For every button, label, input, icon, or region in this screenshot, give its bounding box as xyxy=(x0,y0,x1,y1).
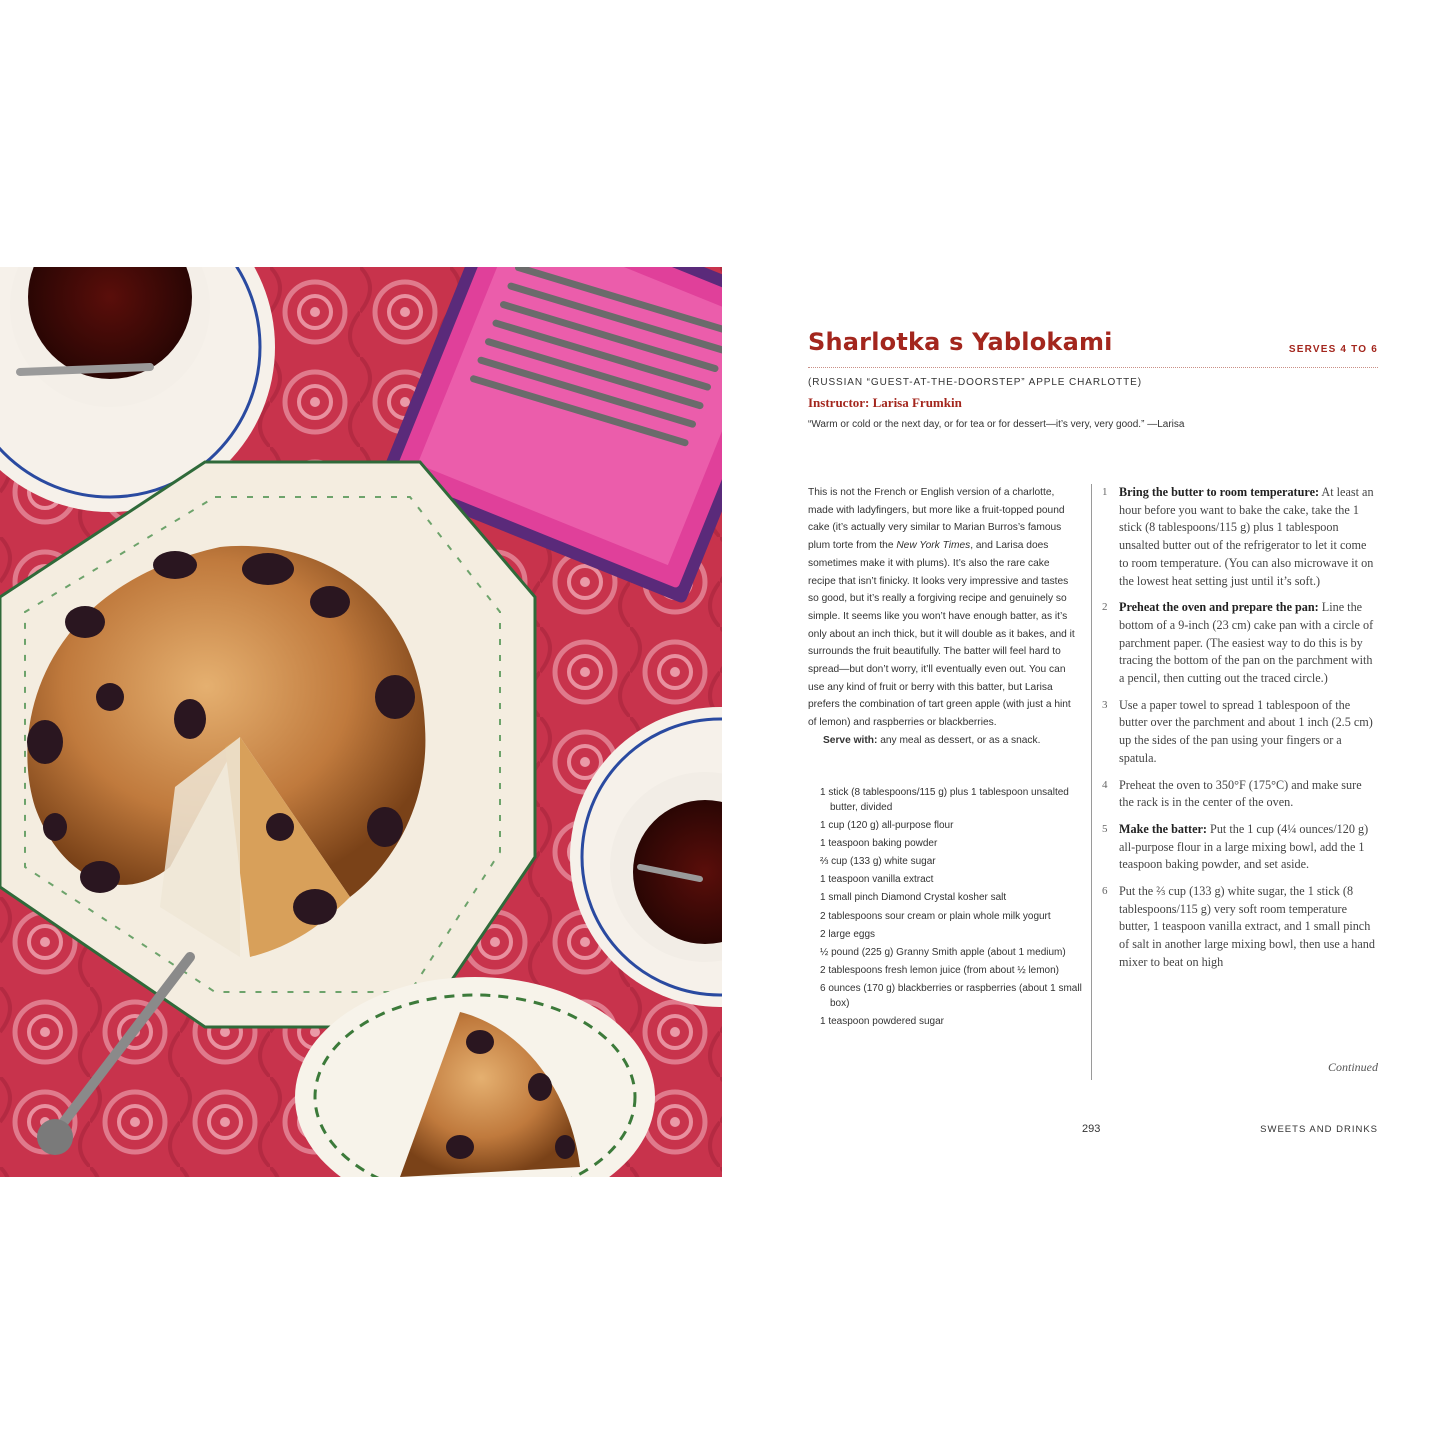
step-list xyxy=(1102,484,1378,981)
step-item xyxy=(1102,777,1378,812)
column-divider xyxy=(1091,484,1092,1080)
intro-text xyxy=(808,484,1078,750)
step-text: Preheat the oven to 350°F (175°C) and make sure the rack is in the center of the oven. xyxy=(1119,777,1362,810)
ingredient-item: 1 stick (8 tablespoons/115 g) plus 1 tablespoon unsalted butter, divided xyxy=(820,787,1069,813)
ingredient-item: ½ pound (225 g) Granny Smith apple (about 1 medium) xyxy=(820,947,1066,958)
step-item xyxy=(1102,599,1378,688)
recipe-subtitle: (RUSSIAN “GUEST-AT-THE-DOORSTEP” APPLE CHARLOTTE) xyxy=(808,377,1142,388)
step-item xyxy=(1102,484,1378,590)
step-heading: Bring the butter to room temperature: xyxy=(1119,485,1320,499)
step-item xyxy=(1102,697,1378,768)
ingredient-item: 2 large eggs xyxy=(820,928,876,940)
recipe-title: Sharlotka s Yablokami xyxy=(808,328,1113,356)
step-text: Use a paper towel to spread 1 tablespoon of the butter over the parchment and about 1 inch (2.5 cm) up the sides of the pan using your fingers or a spatula. xyxy=(1119,697,1373,765)
intro-part2: , and Larisa does sometimes make it with plums). It’s also the rare cake recipe that isn’t finicky. It looks very impressive and tastes so good, but it’s really a forgiving recipe and genuinely so simple. It seems like you won’t have enough batter, as it’s only about an inch thick, but it will double as it bakes, and it surrounds the fruit beautifully. The batter will feel hard to spread—but don’t worry, it’ll eventually even out. You can use any kind of fruit or berry with this batter, but Larisa prefers the combination of tart green apple (with just a hint of lemon) and raspberries or blackberries. xyxy=(808,540,1075,729)
ingredient-item: ⅔ cup (133 g) white sugar xyxy=(820,856,936,868)
food-photo xyxy=(0,267,722,1177)
serves-label: SERVES 4 TO 6 xyxy=(1288,344,1378,355)
serve-with xyxy=(808,732,1078,750)
title-row xyxy=(808,328,1378,368)
ingredient-item: 2 tablespoons sour cream or plain whole milk yogurt xyxy=(820,910,1051,922)
section-name: SWEETS AND DRINKS xyxy=(1260,1124,1378,1135)
step-number: 2 xyxy=(1102,601,1108,614)
page-number: 293 xyxy=(1082,1123,1101,1135)
recipe-page xyxy=(780,300,1380,1160)
step-number: 6 xyxy=(1102,885,1108,898)
ingredient-item: 1 teaspoon baking powder xyxy=(820,837,938,849)
serve-with-label: Serve with: xyxy=(823,734,878,746)
intro-italic: New York Times xyxy=(896,540,971,552)
ingredient-item: 6 ounces (170 g) blackberries or raspberries (about 1 small box) xyxy=(820,983,1082,1009)
step-number: 1 xyxy=(1102,486,1108,498)
serve-with-text: any meal as dessert, or as a snack. xyxy=(877,734,1041,746)
ingredient-item: 1 small pinch Diamond Crystal kosher salt xyxy=(820,892,1007,904)
intro-paragraph xyxy=(808,484,1078,732)
ingredient-item: 2 tablespoons fresh lemon juice (from about ½ lemon) xyxy=(820,965,1060,977)
step-text: Put the ⅔ cup (133 g) white sugar, the 1 stick (8 tablespoons/115 g) very soft room temperature butter, 1 teaspoon vanilla extract, and 1 small pinch of salt in another large mixing bowl, then use a hand mixer to beat on high xyxy=(1119,884,1375,969)
step-text: At least an hour before you want to bake the cake, take the 1 stick (8 tablespoons/115 g) plus 1 tablespoon unsalted butter out of the refrigerator to let it come to room temperature. (You can also microwave it on the lowest heat setting just until it’s soft.) xyxy=(1119,485,1374,588)
step-text: Line the bottom of a 9-inch (23 cm) cake pan with a circle of parchment paper. (The easiest way to do this is by tracing the bottom of the pan on the parchment with a pencil, then cutting out the traced circle.) xyxy=(1119,600,1374,686)
step-item xyxy=(1102,883,1378,972)
step-number: 4 xyxy=(1102,778,1108,791)
ingredient-item: 1 cup (120 g) all-purpose flour xyxy=(820,819,954,831)
step-text: Put the 1 cup (4¼ ounces/120 g) all-purpose flour in a large mixing bowl, add the 1 teaspoon baking powder, and set aside. xyxy=(1119,821,1369,872)
ingredient-list xyxy=(820,786,1082,1033)
instructor-quote: “Warm or cold or the next day, or for tea or for dessert—it’s very, very good.” —Larisa xyxy=(808,419,1185,430)
food-photo-illustration xyxy=(0,267,722,1177)
ingredient-item: 1 teaspoon vanilla extract xyxy=(820,874,934,886)
intro-part1: This is not the French or English version of a charlotte, made with ladyfingers, but more like a fruit-topped pound cake (it’s actually very similar to Marian Burros’s famous plum torte from the xyxy=(808,487,1065,552)
step-heading: Preheat the oven and prepare the pan: xyxy=(1119,600,1319,615)
ingredient-item: 1 teaspoon powdered sugar xyxy=(820,1016,944,1028)
instructor-name: Instructor: Larisa Frumkin xyxy=(808,395,962,410)
step-heading: Make the batter: xyxy=(1119,821,1207,836)
dotted-rule xyxy=(808,367,1378,368)
step-number: 5 xyxy=(1102,822,1108,835)
step-number: 3 xyxy=(1102,698,1108,711)
continued-label: Continued xyxy=(1328,1060,1378,1074)
step-item xyxy=(1102,821,1378,874)
